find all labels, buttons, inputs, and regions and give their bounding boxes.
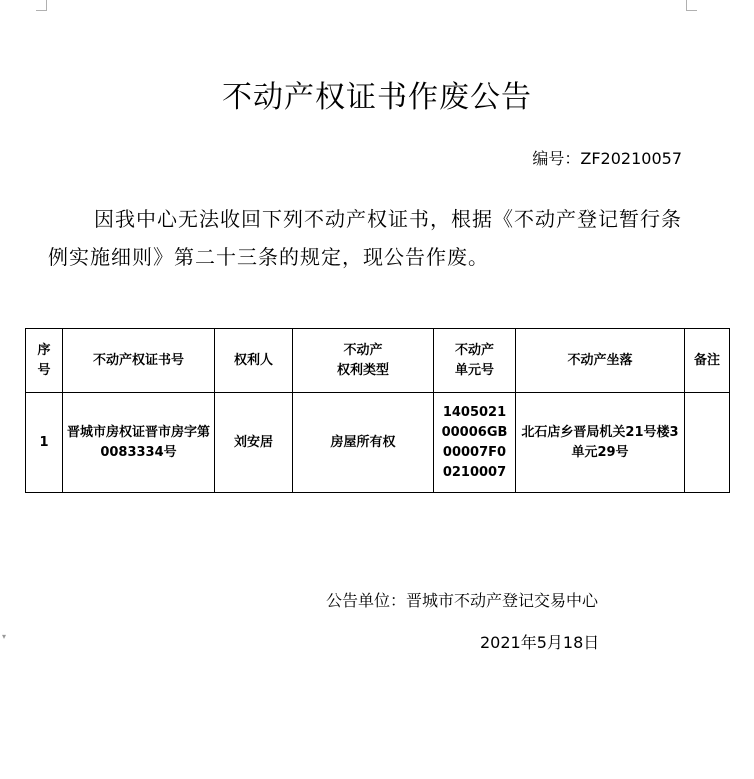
header-right-type-line1: 不动产 (343, 342, 383, 358)
cell-remarks (685, 393, 730, 493)
header-unit-no-line1: 不动产 (454, 342, 494, 358)
cell-cert-no: 晋城市房权证晋市房字第0083334号 (63, 393, 215, 493)
issue-date: 2021年5月18日 (480, 633, 600, 652)
cell-holder: 刘安居 (215, 393, 293, 493)
document-title: 不动产权证书作废公告 (222, 80, 532, 116)
margin-marker-icon: ▾ (2, 632, 7, 641)
cell-unit-no (434, 393, 516, 493)
header-cert-no: 不动产权证书号 (63, 329, 215, 393)
issuing-unit: 公告单位：晋城市不动产登记交易中心 (326, 591, 599, 610)
cell-right-type: 房屋所有权 (293, 393, 434, 493)
page-corner-mark-top-left (36, 0, 47, 11)
notice-body-text: 因我中心无法收回下列不动产权证书，根据《不动产登记暂行条例实施细则》第二十三条的规定，现公告作废。 (48, 207, 682, 269)
cell-seq: 1 (26, 393, 63, 493)
header-location: 不动产坐落 (516, 329, 685, 393)
header-remarks: 备注 (685, 329, 730, 393)
header-right-type (293, 329, 434, 393)
header-right-type-line2: 权利类型 (336, 362, 389, 378)
header-unit-no (434, 329, 516, 393)
voided-certificates-table (25, 328, 730, 493)
page-corner-mark-top-right (686, 0, 697, 11)
header-seq: 序号 (26, 329, 63, 393)
cell-unit-no-text: 140502100006GB00007F00210007 (441, 404, 508, 480)
table-row (26, 393, 730, 493)
table-header-row (26, 329, 730, 393)
header-unit-no-line2: 单元号 (454, 362, 494, 378)
header-holder: 权利人 (215, 329, 293, 393)
cell-location: 北石店乡晋局机关21号楼3单元29号 (516, 393, 685, 493)
document-number: 编号：ZF20210057 (532, 149, 682, 168)
